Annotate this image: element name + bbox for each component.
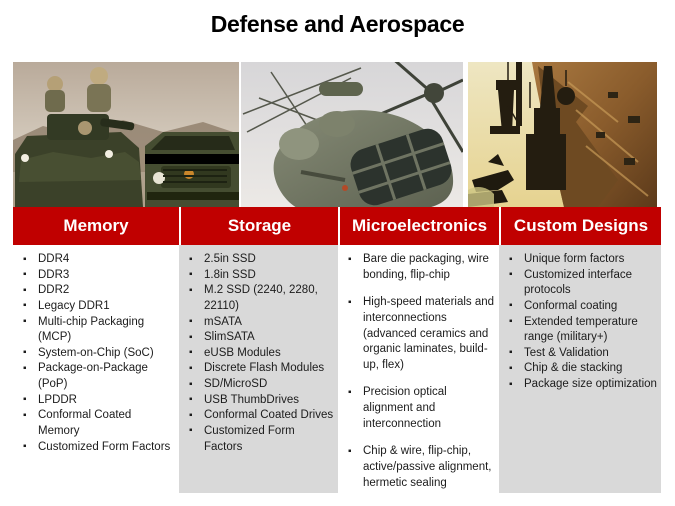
list-item: ▪ Precision optical alignment and interconnection bbox=[346, 385, 495, 432]
list-item: ▪ Conformal Coated Drives bbox=[187, 408, 334, 424]
column-header-storage: Storage bbox=[179, 207, 338, 245]
list-item: ▪ Chip & die stacking bbox=[507, 361, 657, 377]
column-header-custom-designs: Custom Designs bbox=[499, 207, 661, 245]
list-item: ▪ Unique form factors bbox=[507, 252, 657, 268]
humvee bbox=[145, 132, 239, 207]
list-item: ▪ Test & Validation bbox=[507, 346, 657, 362]
list-item: ▪ LPDDR bbox=[21, 393, 175, 409]
list-item: ▪ Legacy DDR1 bbox=[21, 299, 175, 315]
column-body-microelectronics bbox=[338, 245, 499, 493]
list-item: ▪ Conformal coating bbox=[507, 299, 657, 315]
list-item: ▪ eUSB Modules bbox=[187, 346, 334, 362]
column-body-storage bbox=[179, 245, 338, 493]
column-custom-designs bbox=[499, 207, 661, 493]
list-item: ▪ Conformal Coated Memory bbox=[21, 408, 175, 439]
military-vehicles-photo bbox=[13, 62, 239, 207]
list-item: ▪ DDR2 bbox=[21, 283, 175, 299]
list-item: ▪ mSATA bbox=[187, 315, 334, 331]
list-item: ▪ M.2 SSD (2240, 2280, 22110) bbox=[187, 283, 334, 314]
column-body-memory bbox=[13, 245, 179, 493]
column-microelectronics bbox=[338, 207, 499, 493]
column-header-memory: Memory bbox=[13, 207, 179, 245]
list-item: ▪ DDR3 bbox=[21, 268, 175, 284]
list-item: ▪ High-speed materials and interconnections (advanced ceramics and organic laminates, build-up, flex) bbox=[346, 295, 495, 373]
column-body-custom-designs bbox=[499, 245, 661, 493]
list-item: ▪ SlimSATA bbox=[187, 330, 334, 346]
list-item: ▪ System-on-Chip (SoC) bbox=[21, 346, 175, 362]
list-item: ▪ USB ThumbDrives bbox=[187, 393, 334, 409]
list-item: ▪ Customized interface protocols bbox=[507, 268, 657, 299]
list-item: ▪ 2.5in SSD bbox=[187, 252, 334, 268]
memory-list bbox=[21, 252, 175, 455]
list-item: ▪ Discrete Flash Modules bbox=[187, 361, 334, 377]
list-item: ▪ 1.8in SSD bbox=[187, 268, 334, 284]
list-item: ▪ Package-on-Package (PoP) bbox=[21, 361, 175, 392]
column-memory bbox=[13, 207, 179, 493]
list-item: ▪ Extended temperature range (military+) bbox=[507, 315, 657, 346]
military-vehicles-illustration bbox=[13, 62, 239, 207]
list-item: ▪ SD/MicroSD bbox=[187, 377, 334, 393]
list-item: ▪ Bare die packaging, wire bonding, flip-chip bbox=[346, 252, 495, 283]
page-title: Defense and Aerospace bbox=[210, 11, 465, 37]
column-storage bbox=[179, 207, 338, 493]
list-item: ▪ Multi-chip Packaging (MCP) bbox=[21, 315, 175, 346]
helicopter-illustration bbox=[241, 62, 463, 207]
custom-designs-list bbox=[507, 252, 657, 393]
storage-list bbox=[187, 252, 334, 455]
aircraft-carrier-photo bbox=[468, 62, 657, 207]
list-item: ▪ Customized Form Factors bbox=[187, 424, 334, 455]
aircraft-carrier-illustration bbox=[468, 62, 657, 207]
list-item: ▪ Package size optimization bbox=[507, 377, 657, 393]
helicopter-photo bbox=[241, 62, 463, 207]
capability-columns bbox=[13, 207, 661, 493]
list-item: ▪ Chip & wire, flip-chip, active/passive alignment, hermetic sealing bbox=[346, 444, 495, 491]
list-item: ▪ DDR4 bbox=[21, 252, 175, 268]
microelectronics-list bbox=[346, 252, 495, 491]
list-item: ▪ Customized Form Factors bbox=[21, 440, 175, 456]
column-header-microelectronics: Microelectronics bbox=[338, 207, 499, 245]
